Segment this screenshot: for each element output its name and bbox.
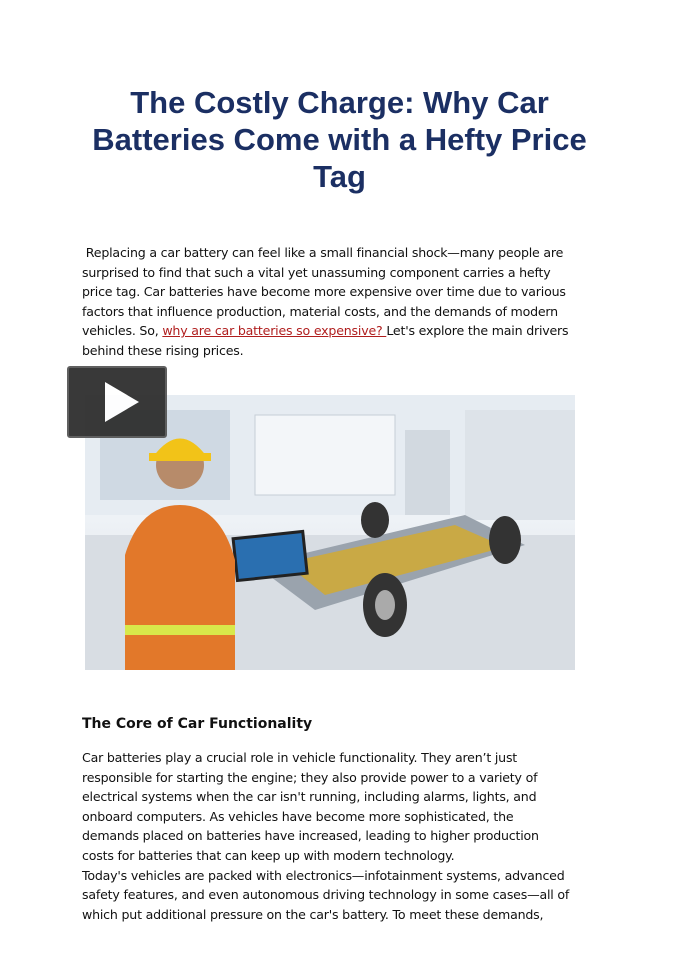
text-line: behind these rising prices. [82,342,244,358]
text-line: costs for batteries that can keep up with modern technology. [82,847,455,863]
title-line: Batteries Come with a Hefty Price [92,122,587,157]
text-line: Car batteries play a crucial role in vehicle functionality. They aren’t just [82,750,518,765]
text-line: onboard computers. As vehicles have become more sophisticated, the [82,808,514,824]
text-line: factors that influence production, material costs, and the demands of modern [82,303,558,319]
text-span: Let's explore the main drivers [386,323,569,339]
article-link[interactable]: why are car batteries so expensive? [162,323,387,339]
intro-paragraph [82,243,568,361]
text-line: price tag. Car batteries have become more expensive over time due to various [82,284,566,300]
text-line: Replacing a car battery can feel like a small financial shock—many people are [82,245,564,260]
text-line: electrical systems when the car isn't running, including alarms, lights, and [82,789,537,805]
text-line: Today's vehicles are packed with electronics—infotainment systems, advanced [82,867,565,883]
text-line: demands placed on batteries have increased, leading to higher production [82,828,539,844]
text-line [82,321,568,341]
text-line: safety features, and even autonomous driving technology in some cases—all of [82,887,570,903]
play-icon [105,382,139,422]
section-heading: The Core of Car Functionality [82,716,313,732]
title-line: The Costly Charge: Why Car [130,85,549,120]
text-line: surprised to find that such a vital yet unassuming component carries a hefty [82,264,551,280]
text-span: vehicles. So, [82,323,163,339]
title-line: Tag [313,159,366,194]
text-line: responsible for starting the engine; they also provide power to a variety of [82,769,538,785]
section-paragraph [82,748,569,924]
page-title [0,84,679,195]
text-line: which put additional pressure on the car's battery. To meet these demands, [82,906,544,922]
play-video-button[interactable] [67,366,167,438]
